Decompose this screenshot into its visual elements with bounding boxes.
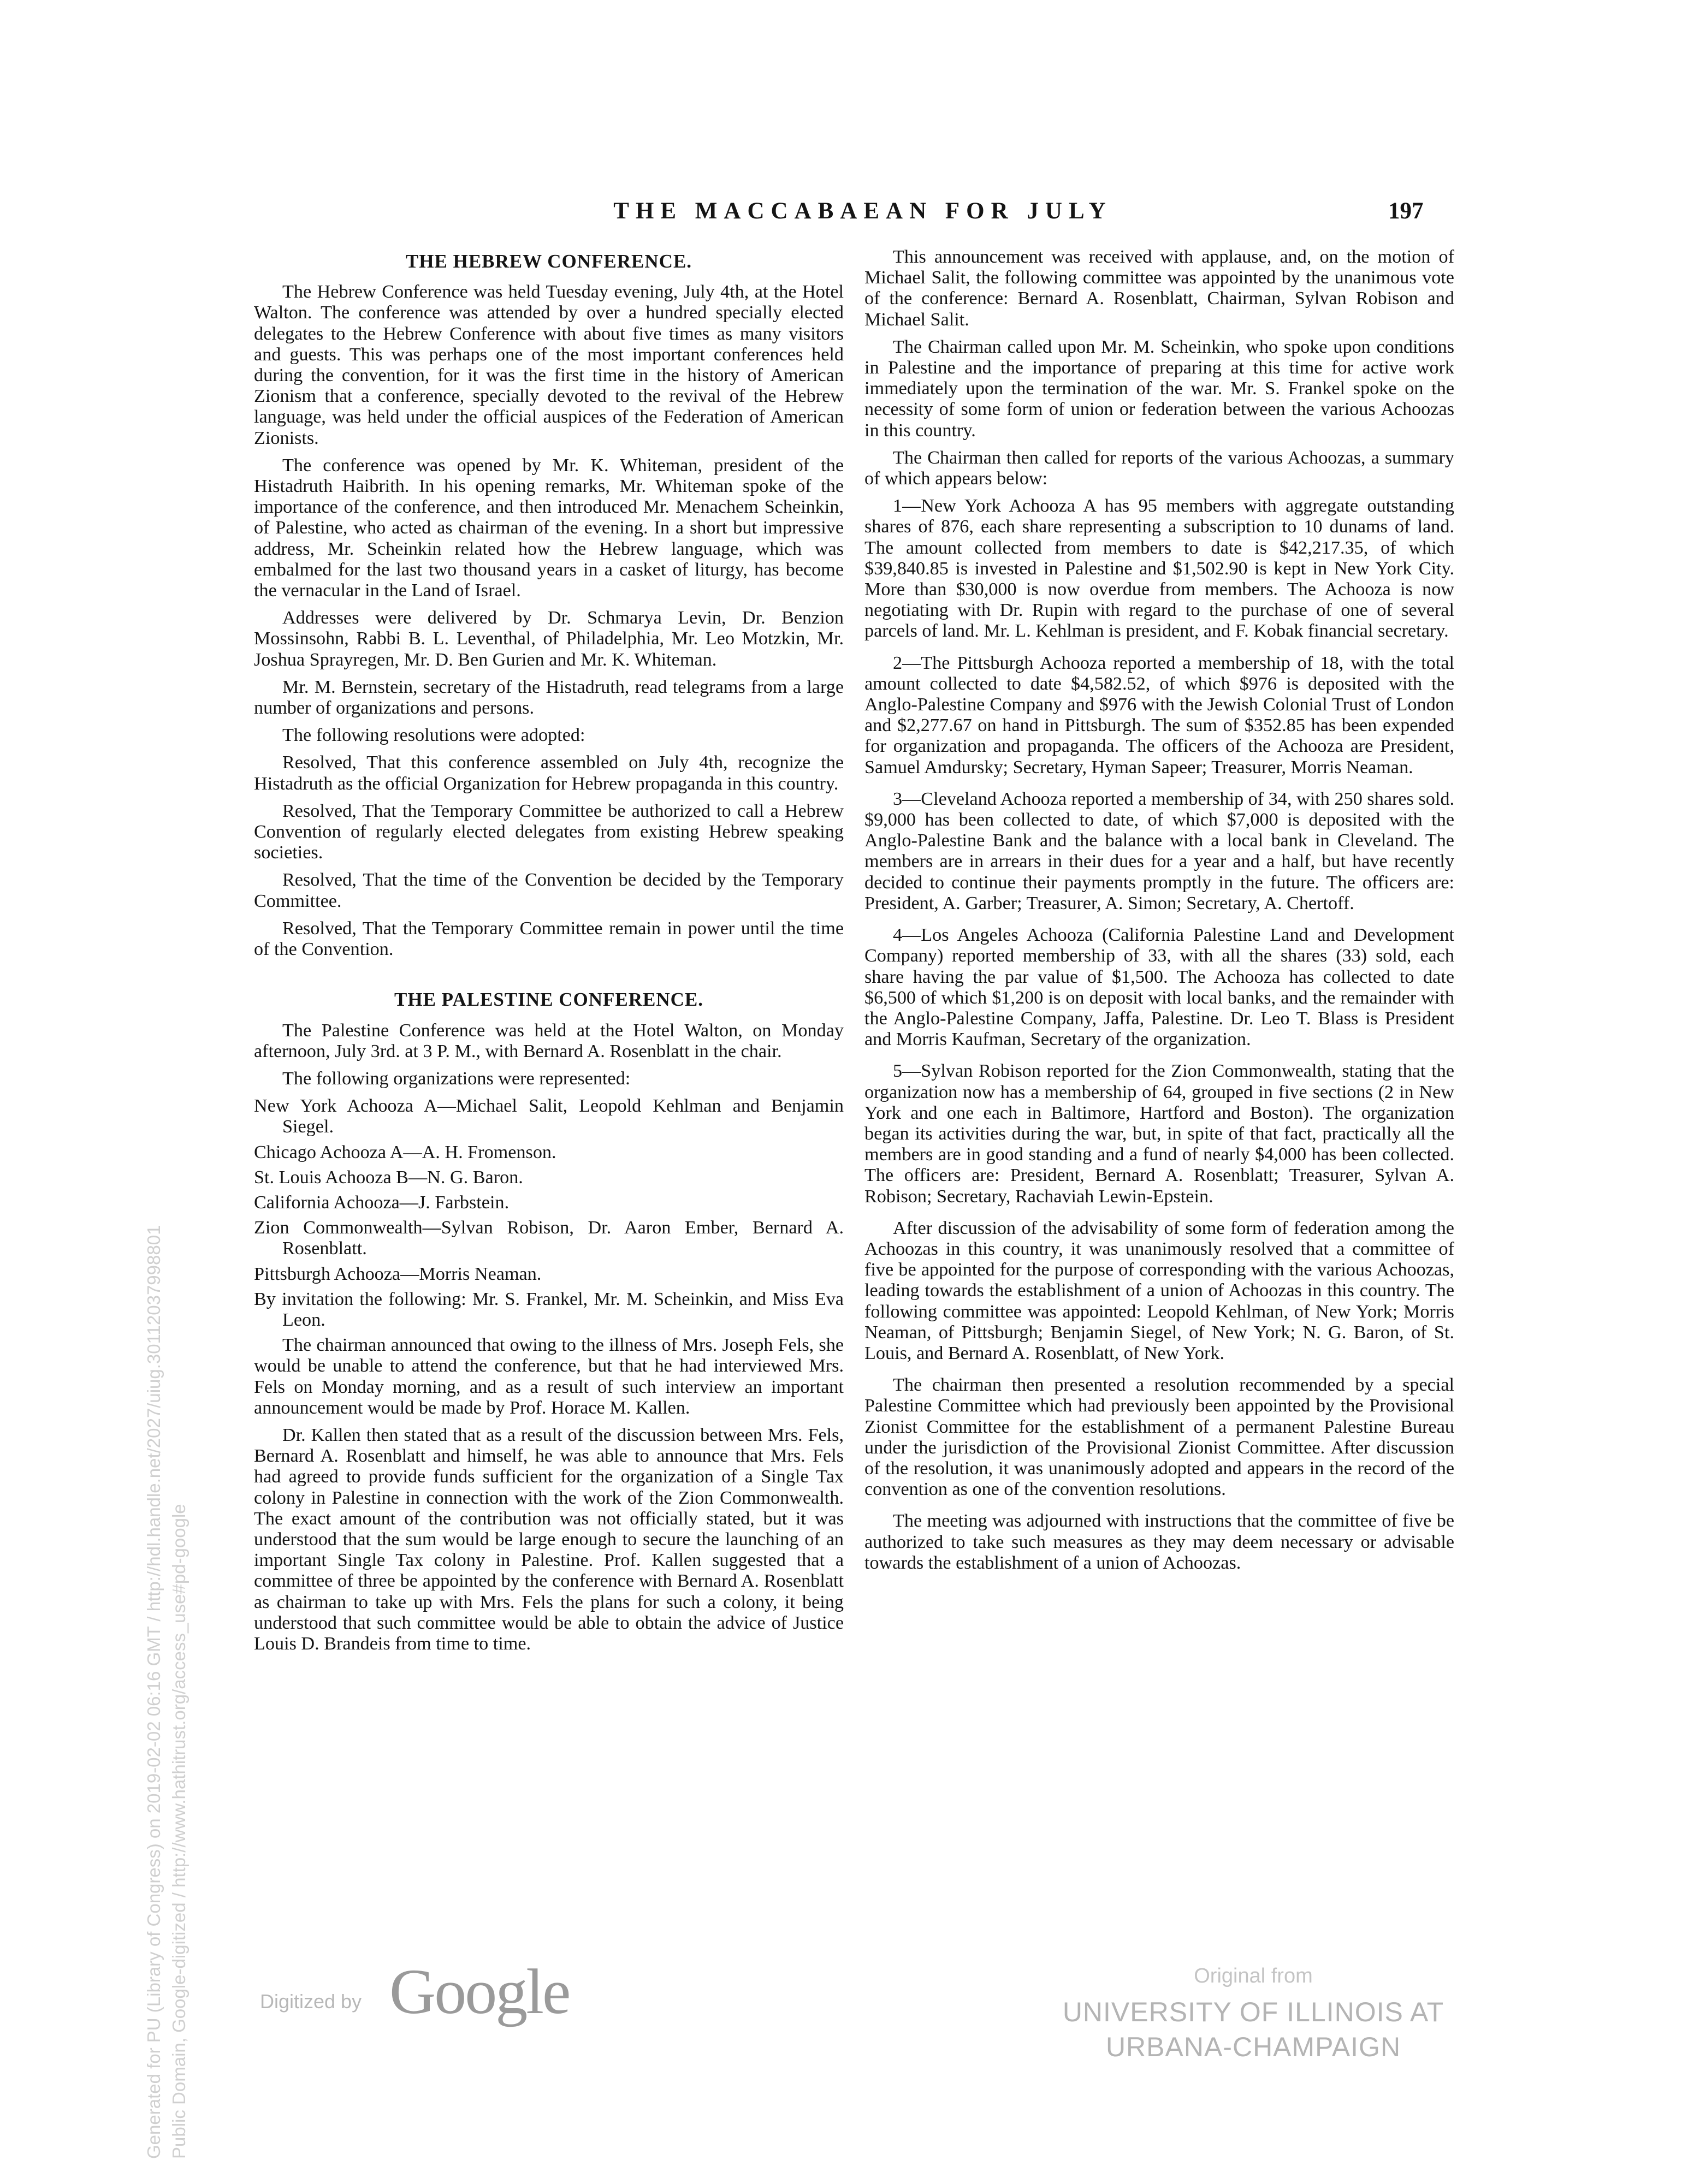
list-item: Chicago Achooza A—A. H. Fromenson.: [254, 1142, 556, 1162]
original-from-label: Original from: [1194, 1965, 1313, 1987]
paragraph: The Hebrew Conference was held Tuesday evening, July 4th, at the Hotel Walton. The conference was attended by over a hundred specially elected delegates to the Hebrew Conference with about five times as many visitors and guests. This was perhaps one of the most important conferences held during the convention, for it was the first time in the history of American Zionism that a conference, specially devoted to the revival of the Hebrew language, was held under the official auspices of the Federation of American Zionists.: [254, 282, 844, 448]
access-watermark: [141, 1220, 192, 2159]
paragraph: The following resolutions were adopted:: [282, 725, 585, 746]
paragraph: The chairman announced that owing to the illness of Mrs. Joseph Fels, she would be unable to attend the conference, but that he had interviewed Mrs. Fels on Monday morning, and as a result of such interview an important announcement would be made by Prof. Horace M. Kallen.: [254, 1335, 844, 1418]
paragraph: The chairman then presented a resolution recommended by a special Palestine Committee which had previously been appointed by the Provisional Zionist Committee for the establishment of a permanent Palestine Bureau under the jurisdiction of the Provisional Zionist Committee. After discussion of the resolution, it was unanimously adopted and appears in the record of the convention as one of the convention resolutions.: [864, 1375, 1454, 1500]
google-logo: Google: [389, 1956, 570, 2027]
list-item: Zion Commonwealth—Sylvan Robison, Dr. Aaron Ember, Bernard A. Rosenblatt.: [254, 1218, 844, 1259]
library-name-line: URBANA-CHAMPAIGN: [1105, 2032, 1401, 2062]
list-item: St. Louis Achooza B—N. G. Baron.: [254, 1167, 523, 1188]
paragraph: The following organizations were represented:: [282, 1068, 631, 1089]
right-column: [864, 247, 1454, 1584]
paragraph: The Palestine Conference was held at the Hotel Walton, on Monday afternoon, July 3rd. at 3 P. M., with Bernard A. Rosenblatt in the chair.: [254, 1020, 844, 1061]
paragraph: Mr. M. Bernstein, secretary of the Histadruth, read telegrams from a large number of organizations and persons.: [254, 676, 844, 719]
paragraph: This announcement was received with applause, and, on the motion of Michael Salit, the following committee was appointed by the unanimous vote of the conference: Bernard A. Rosenblatt, Chairman, Sylvan Robison and Michael Salit.: [864, 247, 1454, 330]
paragraph: The Chairman then called for reports of the various Achoozas, a summary of which appears below:: [864, 447, 1454, 489]
paragraph: Addresses were delivered by Dr. Schmarya Levin, Dr. Benzion Mossinsohn, Rabbi B. L. Leventhal, of Philadelphia, Mr. Leo Motzkin, Mr. Joshua Sprayregen, Mr. D. Ben Gurien and Mr. K. Whiteman.: [254, 608, 844, 670]
digitized-by-label: Digitized by: [260, 1990, 362, 2013]
watermark-line: Public Domain, Google-digitized / http://www.hathitrust.org/access_use#pd-google: [169, 1504, 189, 2159]
resolution: Resolved, That the time of the Convention be decided by the Temporary Committee.: [254, 870, 844, 911]
list-item: New York Achooza A—Michael Salit, Leopold Kehlman and Benjamin Siegel.: [254, 1096, 844, 1137]
running-head: THE MACCABAEAN FOR JULY: [613, 198, 1112, 224]
achooza-report: 3—Cleveland Achooza reported a membership of 34, with 250 shares sold. $9,000 has been collected to date, of which $7,000 is deposited with the Anglo-Palestine Bank and the balance with a local bank in Cleveland. The members are in arrears in their dues for a year and a half, but have recently decided to continue their payments promptly in the future. The officers are: President, A. Garber; Treasurer, A. Simon; Secretary, A. Chertoff.: [864, 788, 1454, 913]
resolution: Resolved, That the Temporary Committee remain in power until the time of the Convention.: [254, 918, 844, 960]
list-item: California Achooza—J. Farbstein.: [254, 1192, 510, 1213]
library-name-line: UNIVERSITY OF ILLINOIS AT: [1062, 1997, 1444, 2027]
resolution: Resolved, That the Temporary Committee be authorized to call a Hebrew Convention of regularly elected delegates from existing Hebrew speaking societies.: [254, 800, 844, 863]
page-number: 197: [1388, 198, 1424, 224]
resolution: Resolved, That this conference assembled on July 4th, recognize the Histadruth as the official Organization for Hebrew propaganda in this country.: [254, 752, 844, 794]
left-column: [254, 247, 844, 1661]
paragraph: Dr. Kallen then stated that as a result of the discussion between Mrs. Fels, Bernard A. Rosenblatt and himself, he was able to announce that Mrs. Fels had agreed to provide funds sufficient for the organization of a Single Tax colony in Palestine in connection with the work of the Zion Commonwealth. The exact amount of the contribution was not officially stated, but it was understood that the sum would be large enough to secure the launching of an important Single Tax colony in Palestine. Prof. Kallen suggested that a committee of three be appointed by the conference with Bernard A. Rosenblatt as chairman to take up with Mrs. Fels the plans for such a colony, it being understood that such committee would be able to obtain the advice of Justice Louis D. Brandeis from time to time.: [254, 1425, 844, 1654]
watermark-line: Generated for PU (Library of Congress) on 2019-02-02 06:16 GMT / http://hdl.handle.net/2027/uiug.30112037998801: [144, 1225, 164, 2159]
paragraph: The meeting was adjourned with instructions that the committee of five be authorized to take such measures as they may deem necessary or advisable towards the establishment of a union of Achoozas.: [864, 1511, 1454, 1573]
achooza-report: 2—The Pittsburgh Achooza reported a membership of 18, with the total amount collected to date $4,582.52, of which $976 is deposited with the Anglo-Palestine Company and $976 with the Jewish Colonial Trust of London and $2,277.67 on hand in Pittsburgh. The sum of $352.85 has been expended for organization and propaganda. The officers of the Achooza are President, Samuel Amdursky; Secretary, Hyman Sapeer; Treasurer, Morris Neaman.: [864, 652, 1454, 778]
paragraph: After discussion of the advisability of some form of federation among the Achoozas in this country, it was unanimously resolved that a committee of five be appointed for the purpose of corresponding with the various Achoozas, leading towards the establishment of a union of Achoozas in this country. The following committee was appointed: Leopold Kehlman, of New York; Morris Neaman, of Pittsburgh; Benjamin Siegel, of New York; N. G. Baron, of St. Louis, and Bernard A. Rosenblatt, of New York.: [864, 1218, 1454, 1363]
hebrew-conference-title: THE HEBREW CONFERENCE.: [405, 251, 692, 272]
paragraph: The Chairman called upon Mr. M. Scheinkin, who spoke upon conditions in Palestine and the importance of preparing at this time for active work immediately upon the termination of the war. Mr. S. Frankel spoke on the necessity of some form of union or federation between the various Achoozas in this country.: [864, 336, 1454, 441]
achooza-report: 1—New York Achooza A has 95 members with aggregate outstanding shares of 876, each share representing a subscription to 10 dunams of land. The amount collected from members to date is $42,217.35, of which $39,840.85 is invested in Palestine and $1,502.90 is kept in New York City. More than $30,000 is now overdue from members. The Achooza is now negotiating with Dr. Rupin with regard to the purchase of one of several parcels of land. Mr. L. Kehlman is president, and F. Kobak financial secretary.: [864, 496, 1454, 642]
achooza-report: 4—Los Angeles Achooza (California Palestine Land and Development Company) reported membership of 33, with all the shares (33) sold, each share having the par value of $1,500. The Achooza has collected to date $6,500 of which $1,200 is on deposit with local banks, and the remainder with the Anglo-Palestine Company, Jaffa, Palestine. Dr. Leo T. Blass is President and Morris Kaufman, Secretary of the organization.: [864, 925, 1454, 1050]
list-item: By invitation the following: Mr. S. Frankel, Mr. M. Scheinkin, and Miss Eva Leon.: [254, 1289, 844, 1330]
list-item: Pittsburgh Achooza—Morris Neaman.: [254, 1263, 542, 1284]
paragraph: The conference was opened by Mr. K. Whiteman, president of the Histadruth Haibrith. In his opening remarks, Mr. Whiteman spoke of the importance of the conference, and then introduced Mr. Menachem Scheinkin, of Palestine, who acted as chairman of the evening. In a short but impressive address, Mr. Scheinkin related how the Hebrew language, which was embalmed for the last two thousand years in a casket of liturgy, has become the vernacular in the Land of Israel.: [254, 455, 844, 601]
palestine-conference-title: THE PALESTINE CONFERENCE.: [394, 989, 703, 1011]
achooza-report: 5—Sylvan Robison reported for the Zion Commonwealth, stating that the organization now has a membership of 64, grouped in five sections (2 in New York and one each in Baltimore, Hartford and Boston). The organization began its activities during the war, but, in spite of that fact, practically all the members are in good standing and a fund of nearly $4,000 has been collected. The officers are: President, Bernard A. Rosenblatt; Treasurer, Sylvan A. Robison; Secretary, Rachaviah Lewin-Epstein.: [864, 1061, 1454, 1207]
organization-list: [254, 1096, 844, 1331]
